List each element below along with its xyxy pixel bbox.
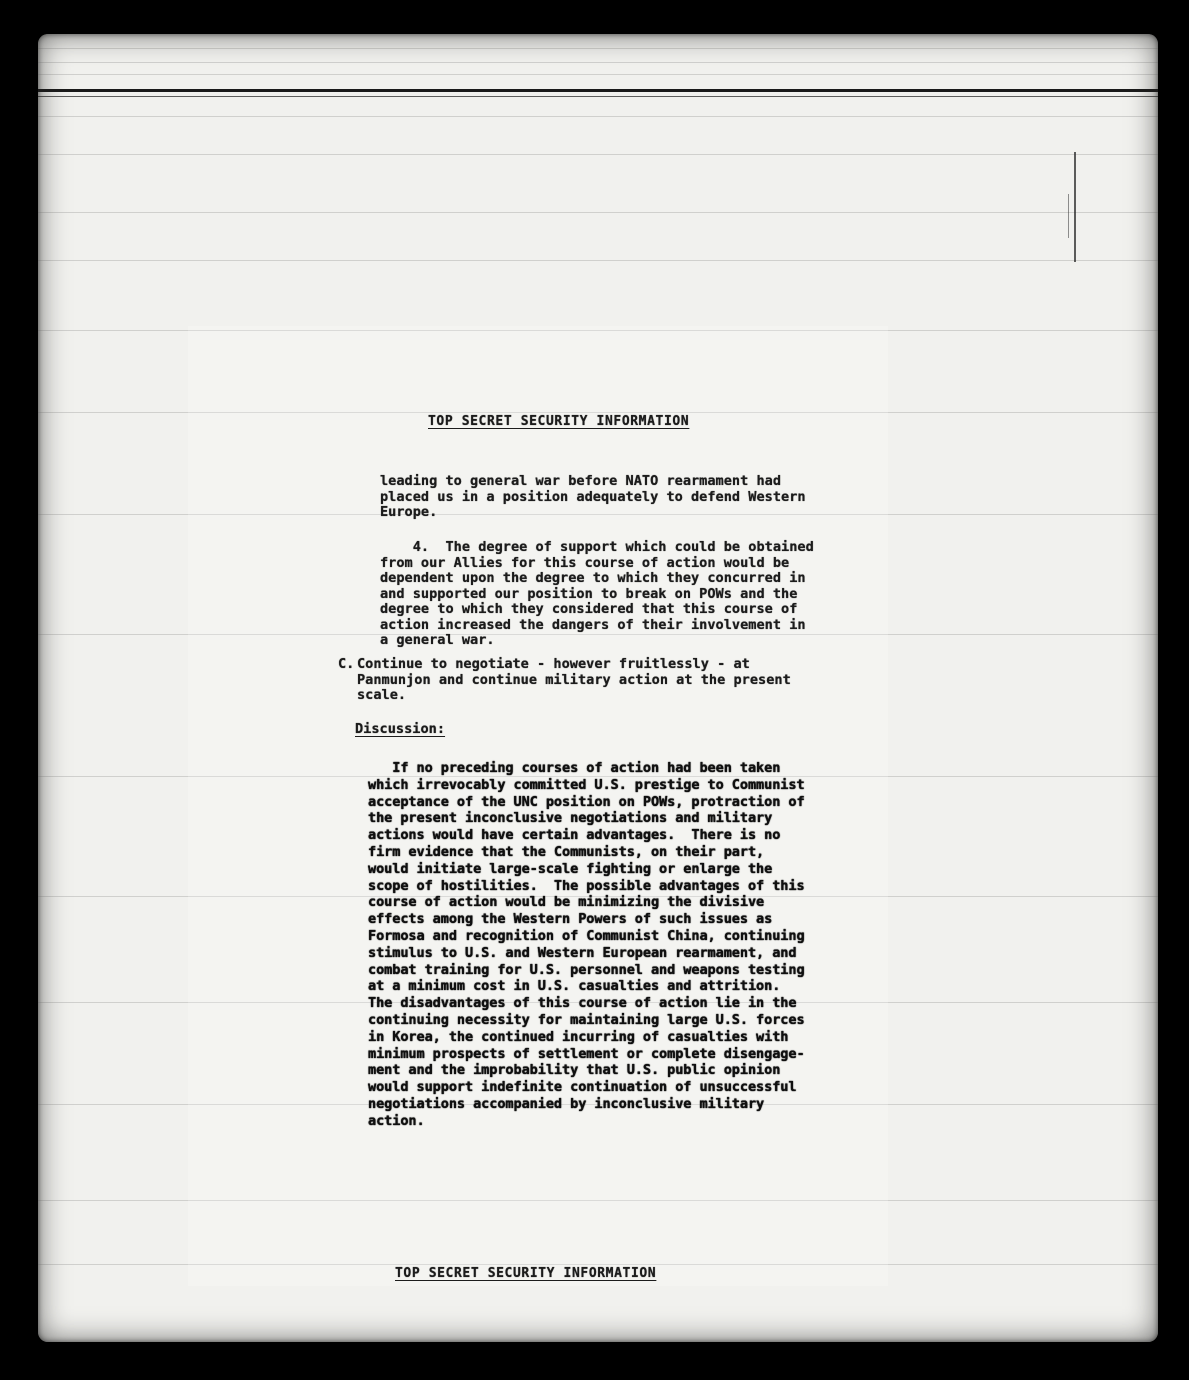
text-line: ment and the improbability that U.S. public opinion [368,1062,781,1079]
text-line: negotiations accompanied by inconclusive military [368,1095,765,1112]
text-line: actions would have certain advantages. There is no [368,827,781,844]
text-line: would support indefinite continuation of unsuccessful [368,1079,797,1096]
text-line: a general war. [380,632,495,648]
text-line: If no preceding courses of action had been taken [368,760,781,776]
text-line: from our Allies for this course of action would be [380,554,790,571]
discussion-heading: Discussion: [355,721,446,737]
text-line: firm evidence that the Communists, on their part, [368,843,765,860]
text-line: minimum prospects of settlement or complete disengage- [368,1045,805,1062]
text-line: action increased the dangers of their involvement in [380,616,806,633]
ledger-rule [38,74,1158,75]
ledger-rule [38,116,1158,117]
text-line: The disadvantages of this course of action lie in the [368,995,797,1012]
continuation-paragraph [380,474,806,521]
text-line: combat training for U.S. personnel and weapons testing [368,961,805,978]
ledger-rule [38,154,1158,155]
text-line: scale. [357,687,407,703]
classification-footer: TOP SECRET SECURITY INFORMATION [395,1266,657,1281]
top-secondary-rule [38,96,1158,97]
text-line: Panmunjon and continue military action at the present [357,671,791,688]
text-line: in Korea, the continued incurring of casualties with [368,1028,789,1045]
text-line: continuing necessity for maintaining large U.S. forces [368,1011,805,1028]
text-line: degree to which they considered that this course of [380,601,798,617]
text-line: Continue to negotiate - however fruitlessly - at [357,656,750,672]
text-line: and supported our position to break on POWs and the [380,585,798,602]
text-line: placed us in a position adequately to defend Western [380,488,806,505]
ledger-rule [38,260,1158,261]
text-line: at a minimum cost in U.S. casualties and attrition. [368,978,781,995]
margin-mark [1074,152,1076,262]
top-heavy-rule [38,89,1158,92]
option-c-paragraph [357,657,791,704]
text-line: the present inconclusive negotiations and military [368,810,773,827]
text-line: acceptance of the UNC position on POWs, protraction of [368,793,805,810]
margin-mark [1068,194,1069,238]
option-c-label: C. [338,656,355,672]
text-line: stimulus to U.S. and Western European rearmament, and [368,944,797,961]
text-line: action. [368,1112,425,1129]
text-line: scope of hostilities. The possible advantages of this [368,877,805,894]
classification-header: TOP SECRET SECURITY INFORMATION [428,414,690,429]
ledger-rule [38,212,1158,213]
text-line: would initiate large-scale fighting or enlarge the [368,860,773,877]
text-line: dependent upon the degree to which they concurred in [380,570,806,586]
text-line: course of action would be minimizing the divisive [368,894,765,911]
text-line: Formosa and recognition of Communist China, continuing [368,927,805,944]
ledger-rule [38,48,1158,49]
text-line: 4. The degree of support which could be obtained [380,539,814,555]
ledger-rule [38,62,1158,63]
text-line: leading to general war before NATO rearmament had [380,473,782,489]
text-line: Europe. [380,504,438,520]
discussion-paragraph [368,760,805,1130]
point-4-paragraph [380,540,814,649]
text-line: effects among the Western Powers of such issues as [368,911,773,928]
text-line: which irrevocably committed U.S. prestige to Communist [368,776,805,793]
